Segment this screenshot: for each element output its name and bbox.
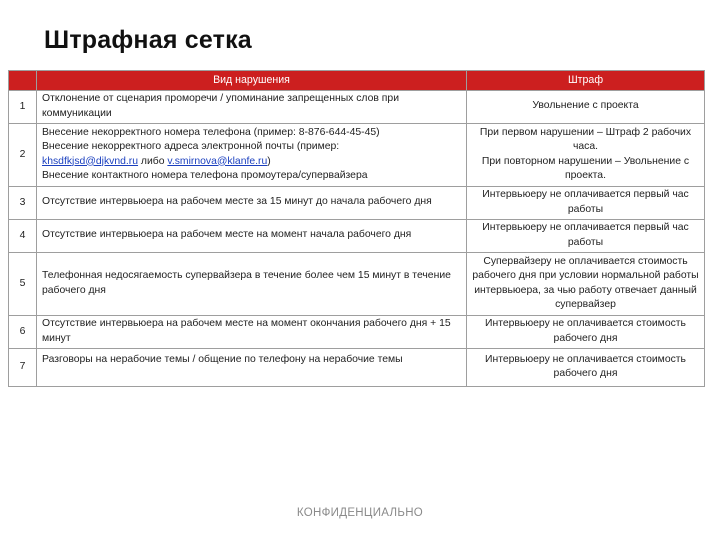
penalty-cell: Супервайзеру не оплачивается стоимость рабочего дня при условии нормальной работы интервьюера, за чью работу отвечает данный супервайзер	[467, 253, 705, 316]
penalty-cell: Интервьюеру не оплачивается стоимость рабочего дня	[467, 316, 705, 349]
penalty-cell: Интервьюеру не оплачивается первый час работы	[467, 220, 705, 253]
violation-or: либо	[138, 155, 168, 167]
penalty-line: При повторном нарушении – Увольнение с проекта.	[481, 155, 690, 181]
table-row	[9, 220, 705, 253]
table-row	[9, 91, 705, 124]
row-number: 1	[9, 91, 37, 124]
email-link-2[interactable]: v.smirnova@klanfe.ru	[167, 155, 268, 167]
row-number: 6	[9, 316, 37, 349]
penalty-line: При первом нарушении – Штраф 2 рабочих часа.	[479, 127, 692, 153]
penalty-cell: Интервьюеру не оплачивается стоимость рабочего дня	[467, 349, 705, 387]
penalty-table	[8, 70, 705, 387]
header-penalty: Штраф	[467, 71, 705, 91]
table-row	[9, 187, 705, 220]
row-number: 3	[9, 187, 37, 220]
table-row	[9, 349, 705, 387]
penalty-cell	[467, 124, 705, 187]
row-number: 2	[9, 124, 37, 187]
table-row	[9, 253, 705, 316]
header-num	[9, 71, 37, 91]
penalty-cell: Увольнение с проекта	[467, 91, 705, 124]
table-header-row	[9, 71, 705, 91]
row-number: 5	[9, 253, 37, 316]
violation-cell: Отсутствие интервьюера на рабочем месте на момент окончания рабочего дня + 15 минут	[37, 316, 467, 349]
table-row	[9, 316, 705, 349]
row-number: 4	[9, 220, 37, 253]
page-title: Штрафная сетка	[44, 26, 252, 54]
violation-cell: Отсутствие интервьюера на рабочем месте на момент начала рабочего дня	[37, 220, 467, 253]
penalty-cell: Интервьюеру не оплачивается первый час работы	[467, 187, 705, 220]
violation-cell: Разговоры на нерабочие темы / общение по телефону на нерабочие темы	[37, 349, 467, 387]
table-row	[9, 124, 705, 187]
violation-line: Внесение некорректного номера телефона (пример: 8-876-644-45-45)	[42, 127, 380, 139]
violation-cell: Отклонение от сценария проморечи / упоминание запрещенных слов при коммуникации	[37, 91, 467, 124]
violation-line: Внесение некорректного адреса электронной почты (пример:	[42, 141, 340, 153]
email-link-1[interactable]: khsdfkjsd@djkvnd.ru	[42, 155, 139, 167]
violation-cell	[37, 124, 467, 187]
confidential-footer: КОНФИДЕНЦИАЛЬНО	[296, 507, 424, 519]
violation-line	[42, 155, 461, 169]
row-number: 7	[9, 349, 37, 387]
violation-line: Внесение контактного номера телефона промоутера/супервайзера	[42, 169, 368, 181]
violation-close: )	[267, 155, 271, 167]
violation-cell: Отсутствие интервьюера на рабочем месте за 15 минут до начала рабочего дня	[37, 187, 467, 220]
violation-cell: Телефонная недосягаемость супервайзера в течение более чем 15 минут в течение рабочего дня	[37, 253, 467, 316]
header-violation: Вид нарушения	[37, 71, 467, 91]
